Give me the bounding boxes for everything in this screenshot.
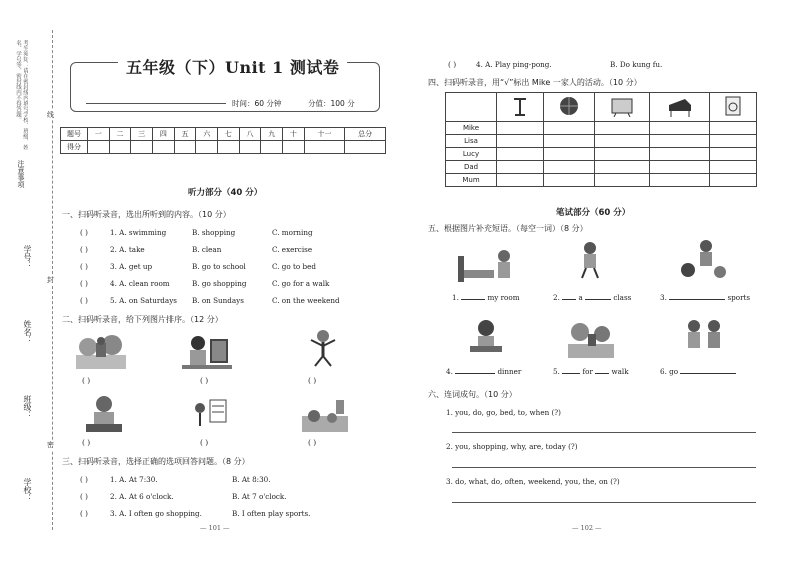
score-input[interactable]: [261, 141, 283, 154]
q5-item-2-text2: class: [613, 293, 632, 302]
q5-item-5-text: for: [582, 367, 593, 376]
q3-answer-paren[interactable]: ( ): [80, 509, 88, 518]
q4-row-label: Dad: [446, 161, 497, 174]
q3-item-4-a: 4. A. Play ping-pong.: [476, 60, 552, 69]
score-cell: 总分: [345, 128, 386, 141]
score-input[interactable]: [218, 141, 240, 154]
score-row-label: 得分: [61, 141, 88, 154]
page-number-left: — 101 —: [200, 524, 230, 532]
q5-item-4-text: dinner: [497, 367, 522, 376]
q1-option-b: B. on Sundays: [192, 296, 244, 305]
q5-item-3: [660, 293, 750, 302]
listening-section-title: 听力部分（40 分）: [188, 188, 263, 198]
q5-blank[interactable]: [562, 373, 580, 374]
score-input[interactable]: [345, 141, 386, 154]
q4-check-cell[interactable]: [710, 174, 757, 187]
q3-option-a: 1. A. At 7:30.: [110, 475, 158, 484]
q4-icon-cell: [594, 93, 650, 122]
seal-char-tight: 密: [47, 441, 54, 449]
q2-answer-paren-4[interactable]: ( ): [82, 438, 91, 447]
q5-item-2-num: 2.: [553, 293, 560, 302]
q4-row: [446, 148, 757, 161]
q4-check-cell[interactable]: [710, 122, 757, 135]
q5-picture-4: [466, 318, 506, 358]
score-input[interactable]: [239, 141, 261, 154]
q1-option-a: 2. A. take: [110, 245, 145, 254]
score-cell: 七: [218, 128, 240, 141]
q5-blank[interactable]: [455, 373, 495, 374]
q4-check-cell[interactable]: [710, 161, 757, 174]
q2-title: 二、扫码听录音，给下列图片排序。（12 分）: [62, 315, 223, 324]
q5-picture-1: [458, 246, 514, 284]
score-input[interactable]: [304, 141, 345, 154]
score-cell: 四: [153, 128, 175, 141]
q5-item-1-num: 1.: [452, 293, 459, 302]
q4-check-cell[interactable]: [497, 122, 544, 135]
q1-answer-paren[interactable]: ( ): [80, 228, 88, 237]
q5-item-2: [553, 293, 631, 302]
field-school[interactable]: 学校：: [23, 478, 32, 502]
q4-row: [446, 122, 757, 135]
q6-answer-line-1[interactable]: [452, 432, 756, 433]
written-section-title: 笔试部分（60 分）: [556, 208, 631, 218]
q3-option-b: B. At 7 o'clock.: [232, 492, 287, 501]
field-name[interactable]: 姓名：: [23, 320, 32, 344]
q3-title: 三、扫码听录音，选择正确的选项回答问题。（8 分）: [62, 457, 250, 466]
q5-item-6-text: go: [669, 367, 679, 376]
q1-answer-paren[interactable]: ( ): [80, 296, 88, 305]
exam-score: 分值：100 分: [308, 99, 355, 108]
q4-row: [446, 161, 757, 174]
piano-icon: [667, 95, 693, 117]
q4-row-label: Lisa: [446, 135, 497, 148]
q2-answer-paren-1[interactable]: ( ): [82, 376, 91, 385]
q5-blank[interactable]: [562, 299, 576, 300]
score-table-row: [61, 141, 386, 154]
score-input[interactable]: [131, 141, 153, 154]
q3-item-4-b: B. Do kung fu.: [610, 60, 663, 69]
q2-answer-paren-6[interactable]: ( ): [308, 438, 317, 447]
q1-option-c: C. exercise: [272, 245, 313, 254]
q4-check-cell[interactable]: [543, 122, 594, 135]
q3-option-b: B. I often play sports.: [232, 509, 311, 518]
q4-check-cell[interactable]: [543, 174, 594, 187]
painting-icon: [610, 95, 634, 117]
q4-icon-cell: [497, 93, 544, 122]
score-input[interactable]: [174, 141, 196, 154]
q4-check-cell[interactable]: [710, 135, 757, 148]
q4-row-label: Mum: [446, 174, 497, 187]
q4-check-cell[interactable]: [594, 161, 650, 174]
q3-answer-paren[interactable]: ( ): [80, 492, 88, 501]
q4-check-cell[interactable]: [594, 135, 650, 148]
score-cell: 三: [131, 128, 153, 141]
table-tennis-icon: [510, 95, 530, 117]
score-input[interactable]: [88, 141, 110, 154]
seal-char-seal: 封: [47, 276, 54, 284]
q4-check-cell[interactable]: [710, 148, 757, 161]
score-cell: 六: [196, 128, 218, 141]
q5-blank[interactable]: [461, 299, 485, 300]
q4-row: [446, 135, 757, 148]
q1-option-c: C. on the weekend: [272, 296, 340, 305]
q5-item-4-num: 4.: [446, 367, 453, 376]
q2-answer-paren-3[interactable]: ( ): [308, 376, 317, 385]
q4-icon-cell: [710, 93, 757, 122]
field-class[interactable]: 班级：: [23, 395, 32, 419]
q2-picture-2: [182, 333, 232, 371]
q1-option-a: 4. A. clean room: [110, 279, 170, 288]
q6-item-3: 3. do, what, do, often, weekend, you, the, on (?): [446, 477, 620, 486]
q1-option-c: C. go to bed: [272, 262, 316, 271]
score-cell: 十: [283, 128, 305, 141]
q6-answer-line-2[interactable]: [452, 467, 756, 468]
q4-check-cell[interactable]: [650, 174, 710, 187]
page-number-right: — 102 —: [572, 524, 602, 532]
q4-check-cell[interactable]: [497, 161, 544, 174]
q3-answer-paren-4[interactable]: ( ): [448, 60, 457, 69]
q4-check-cell[interactable]: [650, 148, 710, 161]
binding-instructions: 考生须知：请在密封线内填写学校、班级、姓名、学号等，密封线内不得答题。: [15, 40, 28, 150]
q4-check-cell[interactable]: [594, 148, 650, 161]
q5-item-5-num: 5.: [553, 367, 560, 376]
q2-picture-1: [76, 333, 126, 369]
q6-answer-line-3[interactable]: [452, 502, 756, 503]
q4-row: [446, 174, 757, 187]
q4-icon-cell: [543, 93, 594, 122]
q5-blank[interactable]: [680, 373, 736, 374]
score-cell: 题号: [61, 128, 88, 141]
q4-row-label: Lucy: [446, 148, 497, 161]
q5-item-4: [446, 367, 521, 376]
title-underline: [86, 103, 226, 104]
q2-picture-5: [190, 394, 230, 434]
score-cell: 二: [109, 128, 131, 141]
q5-item-1-text: my room: [487, 293, 520, 302]
q2-picture-3: [303, 328, 343, 368]
q5-item-3-num: 3.: [660, 293, 667, 302]
notes-label: 注意事项: [17, 160, 25, 188]
q5-item-2-text: a: [578, 293, 583, 302]
q1-answer-paren[interactable]: ( ): [80, 262, 88, 271]
q1-option-a: 3. A. get up: [110, 262, 153, 271]
q3-option-a: 3. A. I often go shopping.: [110, 509, 202, 518]
q6-title: 六、连词成句。（10 分）: [428, 390, 517, 399]
q4-activity-table: [445, 92, 757, 187]
q5-item-6-num: 6.: [660, 367, 667, 376]
q1-answer-paren[interactable]: ( ): [80, 279, 88, 288]
basketball-icon: [558, 95, 580, 117]
q4-row-label: Mike: [446, 122, 497, 135]
q4-check-cell[interactable]: [650, 135, 710, 148]
q4-check-cell[interactable]: [497, 135, 544, 148]
q3-option-b: B. At 8:30.: [232, 475, 271, 484]
score-cell: 十一: [304, 128, 345, 141]
q4-corner-cell: [446, 93, 497, 122]
q5-picture-3: [680, 238, 730, 282]
q4-check-cell[interactable]: [543, 161, 594, 174]
score-cell: 五: [174, 128, 196, 141]
exam-time: 时间：60 分钟: [232, 99, 282, 108]
q1-option-c: C. go for a walk: [272, 279, 330, 288]
q4-check-cell[interactable]: [650, 161, 710, 174]
q5-blank[interactable]: [585, 299, 611, 300]
q2-answer-paren-5[interactable]: ( ): [200, 438, 209, 447]
q3-option-a: 2. A. At 6 o'clock.: [110, 492, 174, 501]
q2-picture-6: [302, 396, 348, 432]
score-input[interactable]: [153, 141, 175, 154]
q4-check-cell[interactable]: [497, 148, 544, 161]
q5-title: 五、根据图片补充短语。（每空一词）（8 分）: [428, 224, 588, 233]
q4-check-cell[interactable]: [543, 135, 594, 148]
q5-blank[interactable]: [669, 299, 725, 300]
q5-item-5: [553, 367, 629, 376]
score-table-header: [61, 128, 386, 141]
q5-item-1: [452, 293, 520, 302]
q5-item-5-text2: walk: [611, 367, 629, 376]
q1-option-b: B. go shopping: [192, 279, 247, 288]
score-table: [60, 127, 386, 154]
q4-check-cell[interactable]: [497, 174, 544, 187]
q2-picture-4: [86, 394, 122, 434]
score-input[interactable]: [196, 141, 218, 154]
q3-answer-paren[interactable]: ( ): [80, 475, 88, 484]
page-title: 五年级（下）Unit 1 测试卷: [118, 55, 347, 78]
q4-icon-row: [446, 93, 757, 122]
q1-option-a: 5. A. on Saturdays: [110, 296, 177, 305]
q4-check-cell[interactable]: [594, 174, 650, 187]
score-cell: 八: [239, 128, 261, 141]
q2-answer-paren-2[interactable]: ( ): [200, 376, 209, 385]
q5-item-3-text: sports: [727, 293, 751, 302]
score-cell: 九: [261, 128, 283, 141]
score-input[interactable]: [109, 141, 131, 154]
score-input[interactable]: [283, 141, 305, 154]
q5-picture-5: [568, 320, 614, 358]
q4-icon-cell: [650, 93, 710, 122]
field-student-id[interactable]: 学号：: [23, 245, 32, 269]
q5-item-6: [660, 367, 736, 376]
q1-option-b: B. go to school: [192, 262, 246, 271]
q4-check-cell[interactable]: [543, 148, 594, 161]
score-cell: 一: [88, 128, 110, 141]
q1-option-a: 1. A. swimming: [110, 228, 167, 237]
q5-picture-2: [572, 240, 608, 280]
q1-answer-paren[interactable]: ( ): [80, 245, 88, 254]
q4-check-cell[interactable]: [650, 122, 710, 135]
q6-item-2: 2. you, shopping, why, are, today (?): [446, 442, 578, 451]
q1-option-b: B. shopping: [192, 228, 236, 237]
q1-option-b: B. clean: [192, 245, 222, 254]
q4-check-cell[interactable]: [594, 122, 650, 135]
washing-machine-icon: [723, 95, 743, 117]
q1-option-c: C. morning: [272, 228, 313, 237]
seal-char-line: 线: [47, 111, 54, 119]
q1-title: 一、扫码听录音，选出所听到的内容。（10 分）: [62, 210, 231, 219]
q5-blank[interactable]: [595, 373, 609, 374]
q4-title: 四、扫码听录音，用“√”标出 Mike 一家人的活动。（10 分）: [428, 78, 642, 87]
q6-item-1: 1. you, do, go, bed, to, when (?): [446, 408, 561, 417]
q5-picture-6: [682, 318, 728, 358]
